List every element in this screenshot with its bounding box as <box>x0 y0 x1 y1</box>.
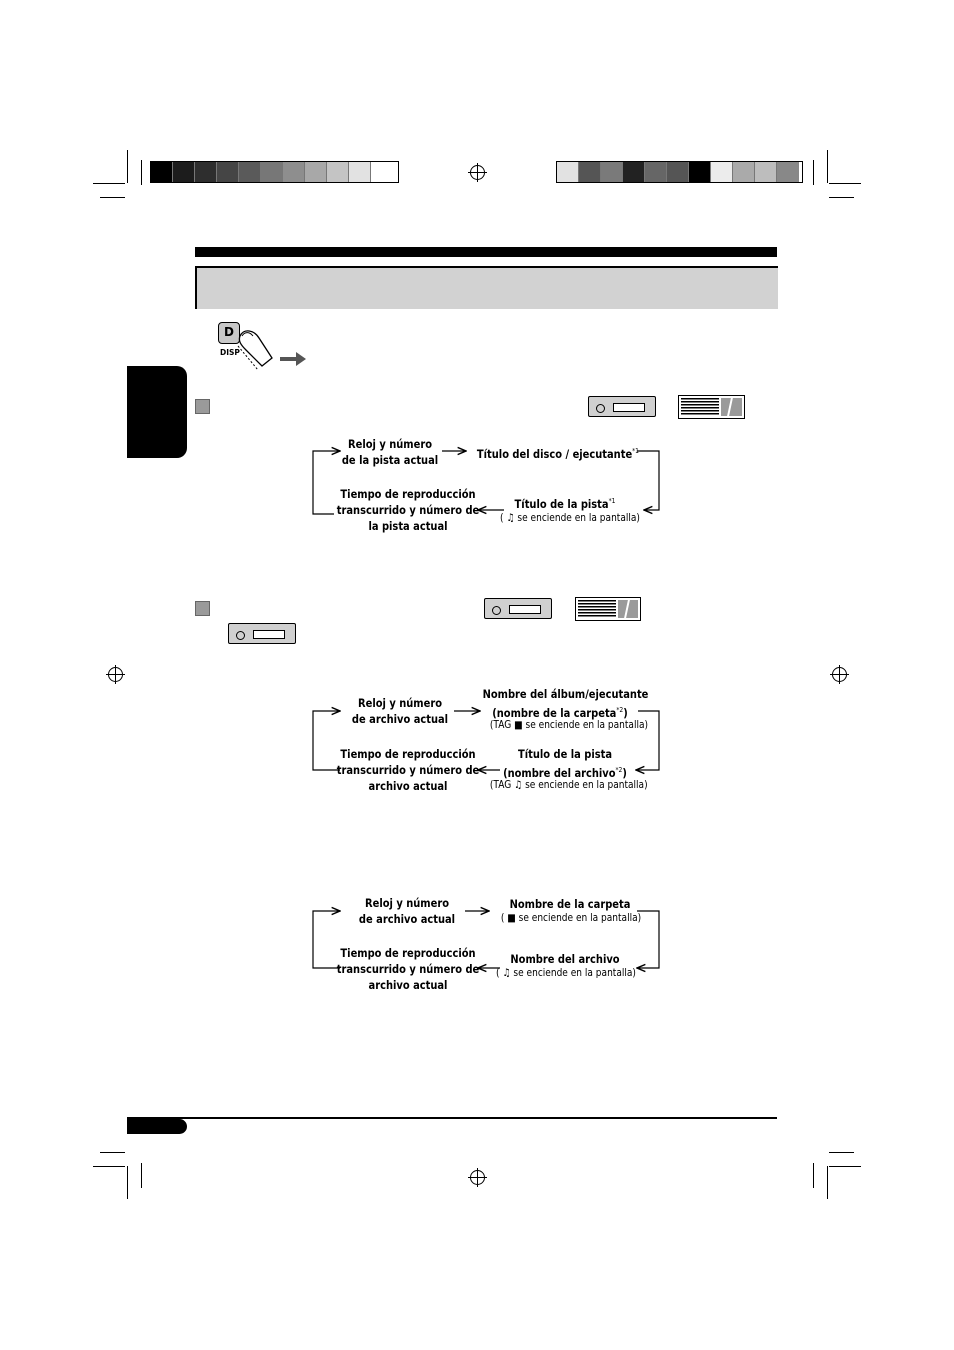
footnote-ref: *1 <box>632 447 640 455</box>
disp-key: D <box>218 322 240 344</box>
flow2a-elapsed: Tiempo de reproducción transcurrido y número de archivo actual <box>336 747 480 793</box>
flow2a-track-sub: (TAG ♫ se enciende en la pantalla) <box>489 779 648 791</box>
flow2a-track-file: (nombre del archivo <box>503 765 616 780</box>
flow2b-clock: Reloj y número de archivo actual <box>358 896 456 926</box>
flow2a-track-close: ) <box>622 765 627 780</box>
flow2a-album-folder: (nombre de la carpeta <box>492 705 617 720</box>
footnote-ref: *1 <box>608 497 616 505</box>
flow2a-track: Título de la pista <box>517 747 613 761</box>
flow2b-file-sub: ( ♫ se enciende en la pantalla) <box>496 967 636 979</box>
page-number-tab <box>127 1119 187 1134</box>
footnote-ref: *2 <box>615 766 623 774</box>
flow2a-album: Nombre del álbum/ejecutante <box>482 687 649 701</box>
footer-rule <box>127 1117 777 1119</box>
flow2b-folder: Nombre de la carpeta <box>509 897 631 911</box>
flow1-track-sub: ( ♫ se enciende en la pantalla) <box>500 512 640 524</box>
flow2b-file: Nombre del archivo <box>510 952 620 966</box>
disp-key-label: DISP <box>220 348 240 357</box>
flow1-track-title-text: Título de la pista <box>514 496 609 511</box>
flow2b-elapsed: Tiempo de reproducción transcurrido y número de archivo actual <box>336 946 480 992</box>
flow2a-clock: Reloj y número de archivo actual <box>351 696 449 726</box>
footnote-ref: *2 <box>616 706 624 714</box>
flow1-clock: Reloj y número de la pista actual <box>341 437 439 467</box>
flow1-disc-title-text: Título del disco / ejecutante <box>476 446 633 461</box>
flow1-elapsed: Tiempo de reproducción transcurrido y número de la pista actual <box>336 487 480 533</box>
flow2a-album-close: ) <box>623 705 628 720</box>
flow2b-folder-sub: ( ■ se enciende en la pantalla) <box>500 912 642 924</box>
flow2a-album-sub: (TAG ■ se enciende en la pantalla) <box>489 719 649 731</box>
